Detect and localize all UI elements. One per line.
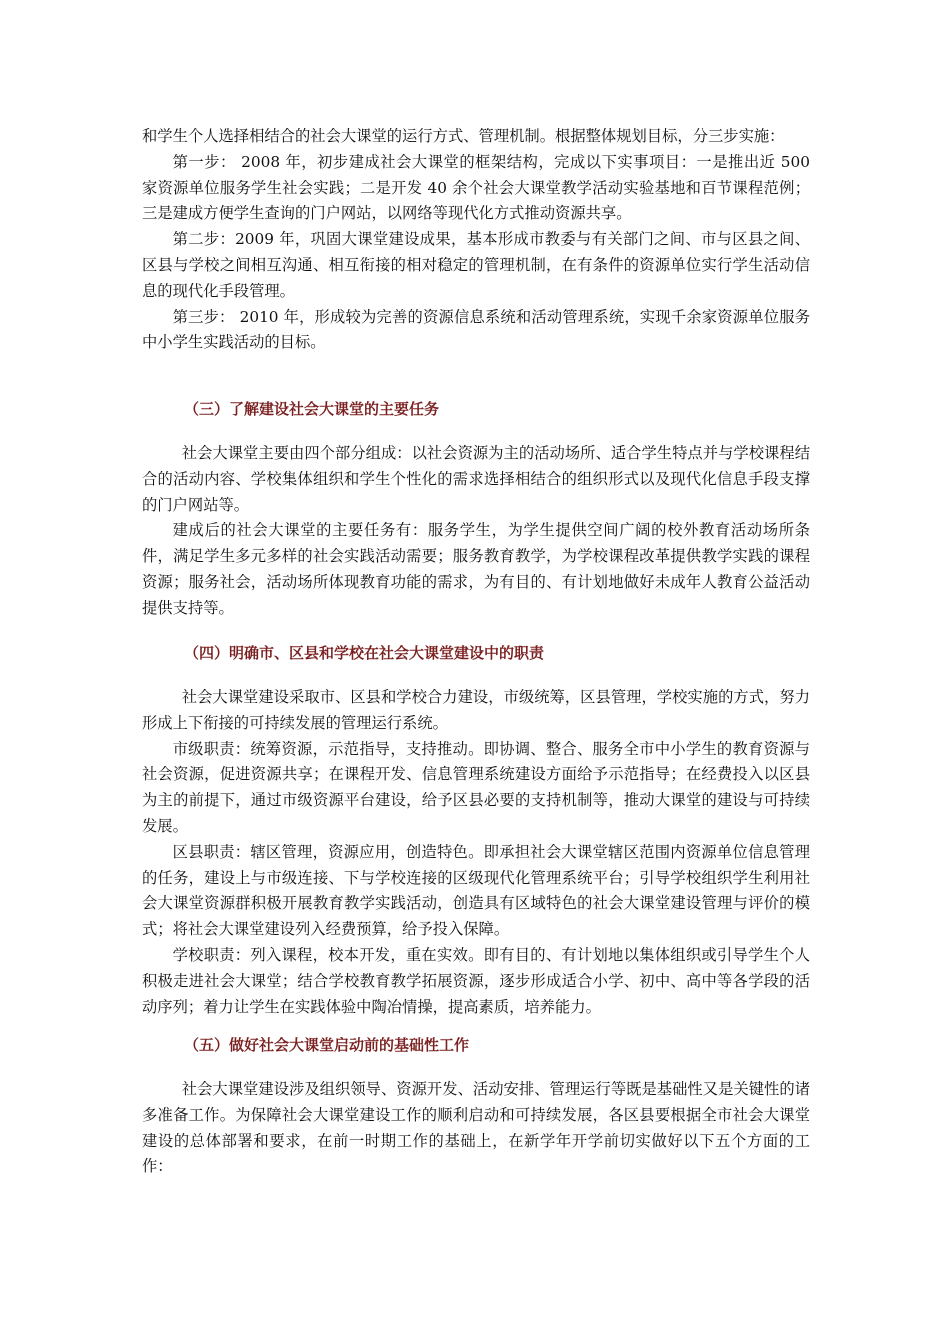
section-5-paragraph-1: 社会大课堂建设涉及组织领导、资源开发、活动安排、管理运行等既是基础性又是关键性的诸多准备工作。为保障社会大课堂建设工作的顺利启动和可持续发展，各区县要根据全市社会大课堂建设的总体部署和要求，在前一时期工作的基础上，在新学年开学前切实做好以下五个方面的工作： xyxy=(142,1080,810,1176)
section-3-paragraph-1: 社会大课堂主要由四个部分组成：以社会资源为主的活动场所、适合学生特点并与学校课程结合的活动内容、学校集体组织和学生个性化的需求选择相结合的组织形式以及现代化信息手段支撑的门户网站等。 xyxy=(142,444,810,514)
intro-paragraph: 和学生个人选择相结合的社会大课堂的运行方式、管理机制。根据整体规划目标，分三步实施： xyxy=(142,127,785,145)
section-4-paragraph-2: 市级职责：统筹资源，示范指导，支持推动。即协调、整合、服务全市中小学生的教育资源与社会资源，促进资源共享；在课程开发、信息管理系统建设方面给予示范指导；在经费投入以区县为主的前提下，通过市级资源平台建设，给予区县必要的支持机制等，推动大课堂的建设与可持续发展。 xyxy=(142,739,810,835)
section-3-body xyxy=(142,441,810,622)
intro-block xyxy=(142,124,810,356)
section-3-paragraph-2: 建成后的社会大课堂的主要任务有：服务学生，为学生提供空间广阔的校外教育活动场所条件，满足学生多元多样的社会实践活动需要；服务教育教学，为学校课程改革提供教学实践的课程资源；服务社会，活动场所体现教育功能的需求，为有目的、有计划地做好未成年人教育公益活动提供支持等。 xyxy=(142,521,810,617)
section-3-heading: （三）了解建设社会大课堂的主要任务 xyxy=(184,400,440,418)
step-three-paragraph: 第三步： 2010 年，形成较为完善的资源信息系统和活动管理系统，实现千余家资源单位服务中小学生实践活动的目标。 xyxy=(142,307,810,352)
section-4-paragraph-1: 社会大课堂建设采取市、区县和学校合力建设，市级统筹，区县管理，学校实施的方式，努力形成上下衔接的可持续发展的管理运行系统。 xyxy=(142,688,810,732)
step-two-paragraph: 第二步：2009 年，巩固大课堂建设成果，基本形成市教委与有关部门之间、市与区县之间、区县与学校之间相互沟通、相互衔接的相对稳定的管理机制，在有条件的资源单位实行学生活动信息的现代化手段管理。 xyxy=(142,230,810,300)
section-4-body xyxy=(142,685,810,1020)
section-4-paragraph-3: 区县职责：辖区管理，资源应用，创造特色。即承担社会大课堂辖区范围内资源单位信息管理的任务，建设上与市级连接、下与学校连接的区级现代化管理系统平台；引导学校组织学生利用社会大课堂资源群积极开展教育教学实践活动，创造具有区域特色的社会大课堂建设管理与评价的模式；将社会大课堂建设列入经费预算，给予投入保障。 xyxy=(142,842,810,939)
section-5-heading: （五）做好社会大课堂启动前的基础性工作 xyxy=(184,1036,470,1054)
section-5-body xyxy=(142,1077,810,1180)
step-one-paragraph: 第一步： 2008 年，初步建成社会大课堂的框架结构，完成以下实事项目：一是推出近 500 家资源单位服务学生社会实践；二是开发 40 余个社会大课堂教学活动实验基地和百节课程范例；三是建成方便学生查询的门户网站，以网络等现代化方式推动资源共享。 xyxy=(142,152,810,223)
section-4-paragraph-4: 学校职责：列入课程，校本开发，重在实效。即有目的、有计划地以集体组织或引导学生个人积极走进社会大课堂；结合学校教育教学拓展资源，逐步形成适合小学、初中、高中等各学段的活动序列；着力让学生在实践体验中陶冶情操，提高素质，培养能力。 xyxy=(142,945,810,1016)
section-4-heading: （四）明确市、区县和学校在社会大课堂建设中的职责 xyxy=(184,644,545,662)
